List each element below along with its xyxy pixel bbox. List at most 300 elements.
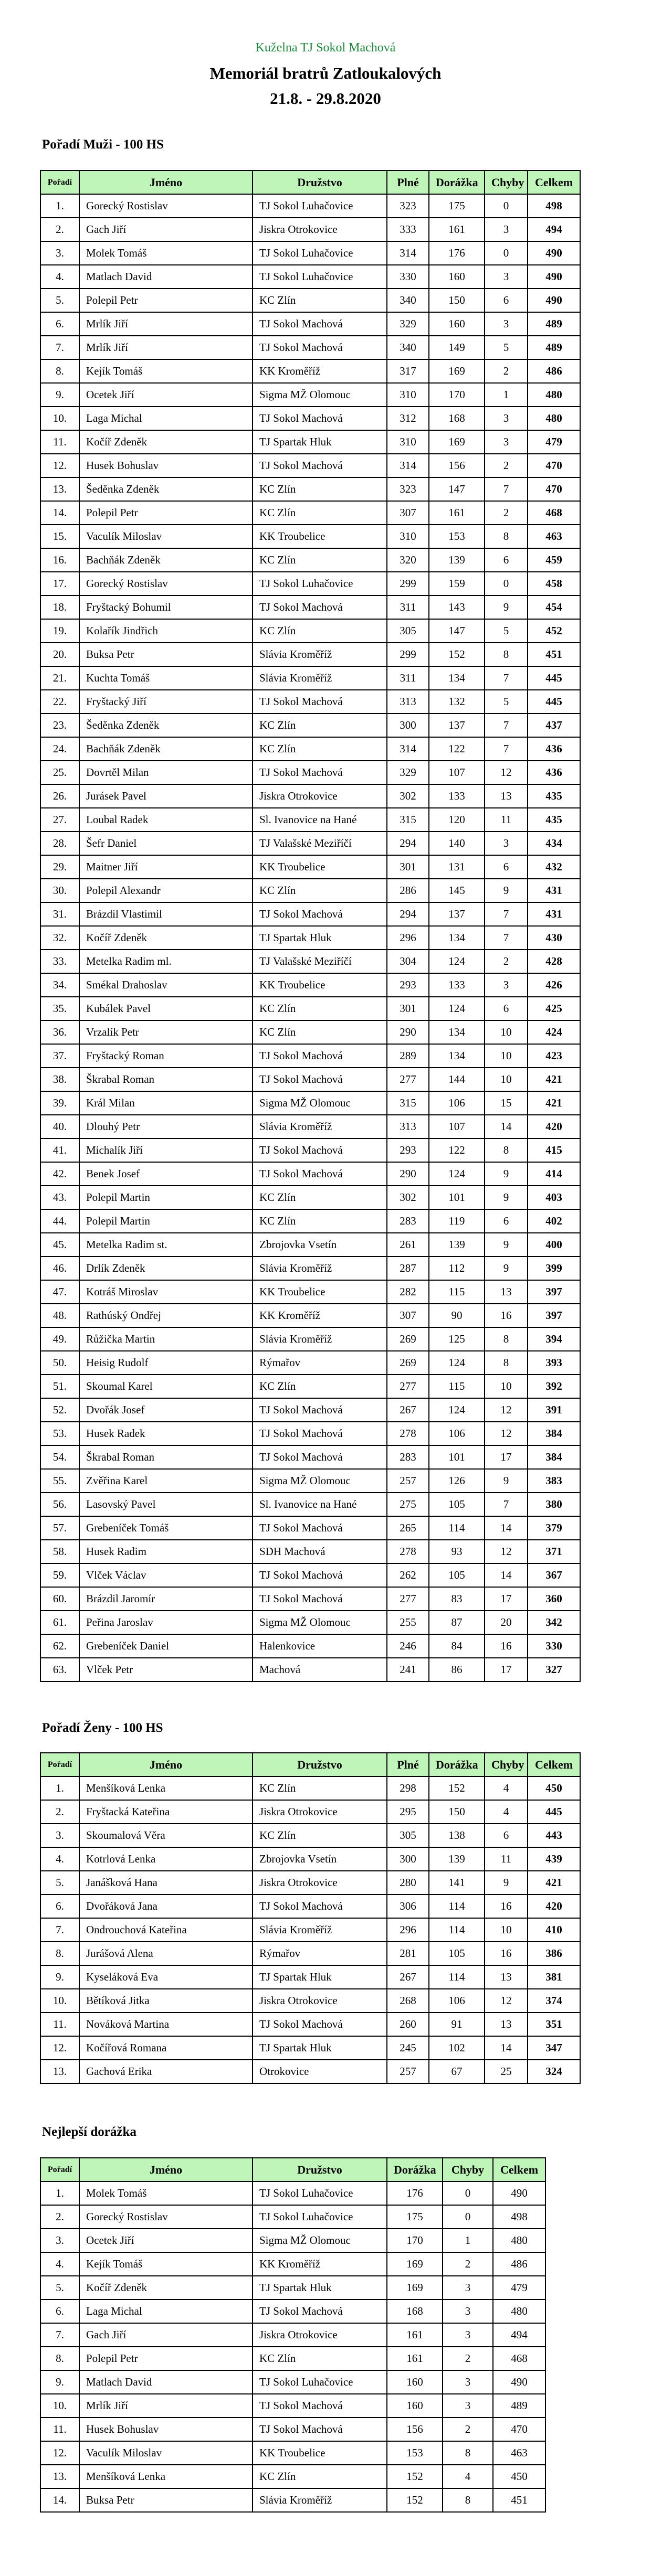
- table-cell: 392: [528, 1375, 580, 1398]
- table-cell: 115: [429, 1375, 485, 1398]
- table-cell: 0: [485, 241, 528, 265]
- table-cell: 3: [443, 2300, 493, 2323]
- table-cell: 119: [429, 1209, 485, 1233]
- table-cell: Matlach David: [79, 265, 253, 289]
- table-cell: 489: [493, 2394, 545, 2418]
- table-cell: 22.: [40, 690, 79, 714]
- table-cell: 10: [485, 1918, 528, 1942]
- table-cell: 468: [493, 2347, 545, 2370]
- table-cell: 29.: [40, 855, 79, 879]
- table-cell: 445: [528, 666, 580, 690]
- table-cell: Ocetek Jiří: [79, 383, 253, 407]
- table-cell: 4.: [40, 1847, 79, 1871]
- table-cell: 159: [429, 572, 485, 595]
- table-cell: 311: [387, 666, 429, 690]
- table-cell: 46.: [40, 1257, 79, 1280]
- table-cell: 435: [528, 784, 580, 808]
- table-row: [40, 1020, 580, 1044]
- table-cell: 16: [485, 1942, 528, 1965]
- table-cell: 260: [387, 2013, 429, 2036]
- table-cell: 9.: [40, 2370, 79, 2394]
- table-cell: 452: [528, 619, 580, 643]
- column-header: Družstvo: [253, 171, 387, 194]
- table-cell: 161: [387, 2323, 443, 2347]
- table-row: [40, 2252, 545, 2276]
- column-header: Chyby: [485, 1753, 528, 1776]
- table-cell: 18.: [40, 595, 79, 619]
- table-cell: 50.: [40, 1351, 79, 1375]
- table-cell: 137: [429, 714, 485, 737]
- table-cell: 8: [485, 1351, 528, 1375]
- table-cell: 168: [387, 2300, 443, 2323]
- table-cell: 2.: [40, 218, 79, 241]
- table-cell: 16: [485, 1894, 528, 1918]
- table-cell: 125: [429, 1327, 485, 1351]
- table-cell: Sigma MŽ Olomouc: [253, 383, 387, 407]
- table-cell: 269: [387, 1327, 429, 1351]
- table-cell: 105: [429, 1493, 485, 1516]
- table-cell: 3: [485, 265, 528, 289]
- table-cell: TJ Valašské Meziříčí: [253, 832, 387, 855]
- table-cell: KC Zlín: [253, 619, 387, 643]
- table-cell: 265: [387, 1516, 429, 1540]
- table-cell: Kotrlová Lenka: [79, 1847, 253, 1871]
- table-cell: 63.: [40, 1658, 79, 1681]
- table-cell: TJ Sokol Machová: [253, 902, 387, 926]
- table-cell: 403: [528, 1186, 580, 1209]
- table-cell: 315: [387, 1091, 429, 1115]
- table-cell: 241: [387, 1658, 429, 1681]
- table-row: [40, 1422, 580, 1445]
- table-cell: Loubal Radek: [79, 808, 253, 832]
- table-cell: 246: [387, 1634, 429, 1658]
- table-cell: 25.: [40, 761, 79, 784]
- table-row: [40, 1587, 580, 1611]
- table-cell: SDH Machová: [253, 1540, 387, 1563]
- table-cell: Dvořáková Jana: [79, 1894, 253, 1918]
- table-cell: 295: [387, 1800, 429, 1824]
- table-cell: 9.: [40, 1965, 79, 1989]
- table-cell: 17: [485, 1445, 528, 1469]
- table-row: [40, 218, 580, 241]
- table-row: [40, 2394, 545, 2418]
- table-cell: 342: [528, 1611, 580, 1634]
- table-row: [40, 1871, 580, 1894]
- table-row: [40, 312, 580, 336]
- table-cell: KC Zlín: [253, 1186, 387, 1209]
- table-cell: 300: [387, 1847, 429, 1871]
- table-cell: 494: [493, 2323, 545, 2347]
- table-cell: 315: [387, 808, 429, 832]
- table-cell: 41.: [40, 1138, 79, 1162]
- table-cell: 9: [485, 1257, 528, 1280]
- table-cell: Kolařík Jindřich: [79, 619, 253, 643]
- table-row: [40, 1209, 580, 1233]
- table-cell: 7.: [40, 336, 79, 359]
- table-cell: Polepil Alexandr: [79, 879, 253, 902]
- table-cell: 150: [429, 1800, 485, 1824]
- table-cell: KC Zlín: [253, 548, 387, 572]
- table-row: [40, 2205, 545, 2229]
- table-cell: KC Zlín: [253, 714, 387, 737]
- table-cell: 105: [429, 1942, 485, 1965]
- table-cell: 1: [485, 383, 528, 407]
- table-cell: 12: [485, 1422, 528, 1445]
- table-row: [40, 2441, 545, 2465]
- table-cell: 294: [387, 832, 429, 855]
- table-cell: 107: [429, 1115, 485, 1138]
- table-row: [40, 1044, 580, 1068]
- table-row: [40, 1445, 580, 1469]
- table-cell: 11.: [40, 2418, 79, 2441]
- table-cell: 87: [429, 1611, 485, 1634]
- table-cell: Slávia Kroměříž: [253, 1257, 387, 1280]
- table-cell: Fryštacká Kateřina: [79, 1800, 253, 1824]
- table-cell: Gach Jiří: [79, 2323, 253, 2347]
- table-cell: 269: [387, 1351, 429, 1375]
- table-cell: TJ Sokol Luhačovice: [253, 194, 387, 218]
- table-cell: TJ Sokol Machová: [253, 1563, 387, 1587]
- column-header: Družstvo: [253, 2158, 387, 2181]
- table-cell: KC Zlín: [253, 737, 387, 761]
- table-cell: Molek Tomáš: [79, 241, 253, 265]
- table-cell: TJ Spartak Hluk: [253, 1965, 387, 1989]
- table-row: [40, 1493, 580, 1516]
- table-cell: 7: [485, 714, 528, 737]
- table-cell: 329: [387, 761, 429, 784]
- table-cell: 45.: [40, 1233, 79, 1257]
- table-cell: Škrabal Roman: [79, 1445, 253, 1469]
- table-cell: 480: [528, 407, 580, 430]
- table-cell: 0: [443, 2181, 493, 2205]
- table-cell: 13: [485, 1280, 528, 1304]
- table-cell: TJ Sokol Machová: [253, 761, 387, 784]
- table-cell: KK Kroměříž: [253, 359, 387, 383]
- column-header: Pořadí: [40, 1753, 79, 1776]
- table-cell: 333: [387, 218, 429, 241]
- table-cell: 20.: [40, 643, 79, 666]
- table-cell: 1.: [40, 2181, 79, 2205]
- table-cell: 0: [485, 572, 528, 595]
- table-cell: KC Zlín: [253, 1375, 387, 1398]
- table-cell: 8: [485, 1138, 528, 1162]
- table-row: [40, 1186, 580, 1209]
- table-row: [40, 619, 580, 643]
- table-row: [40, 1563, 580, 1587]
- table-cell: 494: [528, 218, 580, 241]
- table-cell: 486: [493, 2252, 545, 2276]
- table-cell: 25: [485, 2060, 528, 2083]
- table-cell: 426: [528, 973, 580, 997]
- table-cell: Laga Michal: [79, 2300, 253, 2323]
- table-cell: 6: [485, 1209, 528, 1233]
- column-header: Družstvo: [253, 1753, 387, 1776]
- table-cell: KK Troubelice: [253, 855, 387, 879]
- table-cell: 436: [528, 737, 580, 761]
- table-cell: Fryštacký Jiří: [79, 690, 253, 714]
- table-cell: 311: [387, 595, 429, 619]
- table-cell: 10: [485, 1044, 528, 1068]
- table-cell: 47.: [40, 1280, 79, 1304]
- table-cell: 397: [528, 1304, 580, 1327]
- table-cell: KC Zlín: [253, 2465, 387, 2488]
- table-cell: Vlček Petr: [79, 1658, 253, 1681]
- women-header-row: [40, 1753, 580, 1776]
- table-cell: 12: [485, 761, 528, 784]
- table-cell: 141: [429, 1871, 485, 1894]
- table-cell: 150: [429, 289, 485, 312]
- table-cell: 160: [387, 2370, 443, 2394]
- table-cell: Mrlík Jiří: [79, 2394, 253, 2418]
- table-cell: 2.: [40, 1800, 79, 1824]
- table-cell: 124: [429, 950, 485, 973]
- table-cell: 498: [528, 194, 580, 218]
- table-row: [40, 1634, 580, 1658]
- table-cell: 11: [485, 1847, 528, 1871]
- table-cell: Buksa Petr: [79, 643, 253, 666]
- table-cell: 7: [485, 926, 528, 950]
- table-cell: 7: [485, 477, 528, 501]
- table-cell: Dvořák Josef: [79, 1398, 253, 1422]
- table-cell: 160: [429, 265, 485, 289]
- table-cell: TJ Sokol Machová: [253, 1044, 387, 1068]
- table-cell: 42.: [40, 1162, 79, 1186]
- table-cell: 1: [443, 2229, 493, 2252]
- table-cell: 38.: [40, 1068, 79, 1091]
- table-cell: 134: [429, 926, 485, 950]
- table-cell: 10: [485, 1375, 528, 1398]
- table-cell: 305: [387, 619, 429, 643]
- table-cell: 278: [387, 1422, 429, 1445]
- table-cell: 374: [528, 1989, 580, 2013]
- table-cell: 14.: [40, 2488, 79, 2512]
- table-cell: 3: [443, 2276, 493, 2300]
- table-cell: Sigma MŽ Olomouc: [253, 1611, 387, 1634]
- table-cell: 293: [387, 973, 429, 997]
- table-cell: 421: [528, 1091, 580, 1115]
- table-cell: 147: [429, 477, 485, 501]
- table-cell: Rathúský Ondřej: [79, 1304, 253, 1327]
- table-cell: 5.: [40, 2276, 79, 2300]
- table-cell: TJ Sokol Machová: [253, 1894, 387, 1918]
- table-cell: 380: [528, 1493, 580, 1516]
- table-cell: Rýmařov: [253, 1351, 387, 1375]
- table-cell: 317: [387, 359, 429, 383]
- table-cell: 394: [528, 1327, 580, 1351]
- table-cell: 7: [485, 666, 528, 690]
- table-cell: TJ Sokol Machová: [253, 407, 387, 430]
- table-cell: 8: [485, 525, 528, 548]
- table-row: [40, 1611, 580, 1634]
- table-cell: 0: [485, 194, 528, 218]
- table-cell: Kyseláková Eva: [79, 1965, 253, 1989]
- table-cell: 490: [528, 265, 580, 289]
- table-row: [40, 2323, 545, 2347]
- table-cell: 101: [429, 1445, 485, 1469]
- table-cell: Sigma MŽ Olomouc: [253, 1091, 387, 1115]
- table-row: [40, 1800, 580, 1824]
- table-cell: 133: [429, 784, 485, 808]
- table-cell: 140: [429, 832, 485, 855]
- column-header: Celkem: [528, 1753, 580, 1776]
- table-cell: 402: [528, 1209, 580, 1233]
- table-cell: TJ Sokol Luhačovice: [253, 2205, 387, 2229]
- women-section-title: Pořadí Ženy - 100 HS: [42, 1721, 163, 1735]
- table-cell: 12.: [40, 2036, 79, 2060]
- table-cell: 21.: [40, 666, 79, 690]
- table-cell: 8: [485, 1327, 528, 1351]
- table-cell: TJ Sokol Machová: [253, 454, 387, 477]
- table-cell: Šeděnka Zdeněk: [79, 714, 253, 737]
- table-cell: 11.: [40, 430, 79, 454]
- table-cell: Ocetek Jiří: [79, 2229, 253, 2252]
- table-cell: Menšíková Lenka: [79, 2465, 253, 2488]
- table-cell: 44.: [40, 1209, 79, 1233]
- table-cell: 312: [387, 407, 429, 430]
- table-cell: 277: [387, 1068, 429, 1091]
- table-cell: KK Troubelice: [253, 2441, 387, 2465]
- men-table-body: [40, 194, 580, 1681]
- table-cell: 14: [485, 1516, 528, 1540]
- table-cell: 90: [429, 1304, 485, 1327]
- table-cell: 34.: [40, 973, 79, 997]
- table-cell: Jurášová Alena: [79, 1942, 253, 1965]
- table-cell: 2: [485, 454, 528, 477]
- table-cell: 439: [528, 1847, 580, 1871]
- table-cell: 39.: [40, 1091, 79, 1115]
- table-cell: 143: [429, 595, 485, 619]
- table-row: [40, 973, 580, 997]
- table-cell: 12.: [40, 454, 79, 477]
- table-row: [40, 1942, 580, 1965]
- table-cell: 133: [429, 973, 485, 997]
- table-cell: 9: [485, 595, 528, 619]
- table-row: [40, 265, 580, 289]
- table-row: [40, 855, 580, 879]
- table-cell: 51.: [40, 1375, 79, 1398]
- table-cell: 139: [429, 1847, 485, 1871]
- table-cell: Gorecký Rostislav: [79, 2205, 253, 2229]
- table-cell: 9: [485, 1469, 528, 1493]
- table-cell: 3.: [40, 241, 79, 265]
- table-cell: 7: [485, 1493, 528, 1516]
- table-cell: 268: [387, 1989, 429, 2013]
- table-cell: 323: [387, 477, 429, 501]
- table-cell: 14: [485, 1563, 528, 1587]
- table-cell: 168: [429, 407, 485, 430]
- table-cell: 139: [429, 1233, 485, 1257]
- table-cell: 17: [485, 1587, 528, 1611]
- table-cell: 470: [493, 2418, 545, 2441]
- table-cell: KC Zlín: [253, 1020, 387, 1044]
- table-cell: 490: [493, 2370, 545, 2394]
- table-cell: 17.: [40, 572, 79, 595]
- table-cell: 420: [528, 1115, 580, 1138]
- table-cell: 147: [429, 619, 485, 643]
- table-row: [40, 1965, 580, 1989]
- table-cell: 301: [387, 997, 429, 1020]
- table-cell: 175: [387, 2205, 443, 2229]
- table-cell: 112: [429, 1257, 485, 1280]
- women-table-body: [40, 1776, 580, 2083]
- table-cell: 138: [429, 1824, 485, 1847]
- table-cell: 132: [429, 690, 485, 714]
- table-cell: TJ Spartak Hluk: [253, 2276, 387, 2300]
- table-cell: TJ Sokol Machová: [253, 1516, 387, 1540]
- column-header: Pořadí: [40, 2158, 79, 2181]
- table-cell: 281: [387, 1942, 429, 1965]
- table-cell: 27.: [40, 808, 79, 832]
- table-row: [40, 832, 580, 855]
- table-cell: 304: [387, 950, 429, 973]
- table-row: [40, 501, 580, 525]
- best-table-body: [40, 2181, 545, 2512]
- table-cell: 8.: [40, 2347, 79, 2370]
- table-cell: TJ Sokol Machová: [253, 2300, 387, 2323]
- table-row: [40, 2465, 545, 2488]
- table-cell: 7.: [40, 2323, 79, 2347]
- table-cell: Husek Radim: [79, 1540, 253, 1563]
- table-cell: 102: [429, 2036, 485, 2060]
- table-row: [40, 1847, 580, 1871]
- table-cell: TJ Sokol Luhačovice: [253, 2370, 387, 2394]
- table-cell: Gachová Erika: [79, 2060, 253, 2083]
- table-cell: Jiskra Otrokovice: [253, 1989, 387, 2013]
- table-cell: 324: [528, 2060, 580, 2083]
- table-cell: 144: [429, 1068, 485, 1091]
- women-results-table: [40, 1752, 581, 2084]
- table-cell: 43.: [40, 1186, 79, 1209]
- table-row: [40, 2347, 545, 2370]
- table-cell: Laga Michal: [79, 407, 253, 430]
- table-cell: 120: [429, 808, 485, 832]
- column-header: Chyby: [485, 171, 528, 194]
- table-row: [40, 359, 580, 383]
- table-row: [40, 926, 580, 950]
- table-cell: 9: [485, 879, 528, 902]
- table-cell: 450: [528, 1776, 580, 1800]
- table-cell: Polepil Martin: [79, 1186, 253, 1209]
- table-cell: 8: [443, 2441, 493, 2465]
- table-cell: 36.: [40, 1020, 79, 1044]
- table-cell: 13.: [40, 477, 79, 501]
- table-row: [40, 1068, 580, 1091]
- table-row: [40, 2060, 580, 2083]
- table-cell: 468: [528, 501, 580, 525]
- table-cell: Husek Radek: [79, 1422, 253, 1445]
- table-row: [40, 879, 580, 902]
- table-cell: 7: [485, 737, 528, 761]
- men-header-row: [40, 171, 580, 194]
- table-row: [40, 477, 580, 501]
- table-cell: 327: [528, 1658, 580, 1681]
- table-cell: 305: [387, 1824, 429, 1847]
- table-cell: TJ Valašské Meziříčí: [253, 950, 387, 973]
- table-cell: KC Zlín: [253, 501, 387, 525]
- table-cell: 489: [528, 312, 580, 336]
- best-dorazka-table: [40, 2157, 546, 2513]
- table-cell: Benek Josef: [79, 1162, 253, 1186]
- table-cell: 480: [493, 2300, 545, 2323]
- table-cell: 294: [387, 902, 429, 926]
- table-cell: Kočíř Zdeněk: [79, 430, 253, 454]
- table-row: [40, 1091, 580, 1115]
- table-row: [40, 1304, 580, 1327]
- table-cell: 450: [493, 2465, 545, 2488]
- table-cell: 282: [387, 1280, 429, 1304]
- table-cell: 5: [485, 619, 528, 643]
- table-cell: Kejík Tomáš: [79, 359, 253, 383]
